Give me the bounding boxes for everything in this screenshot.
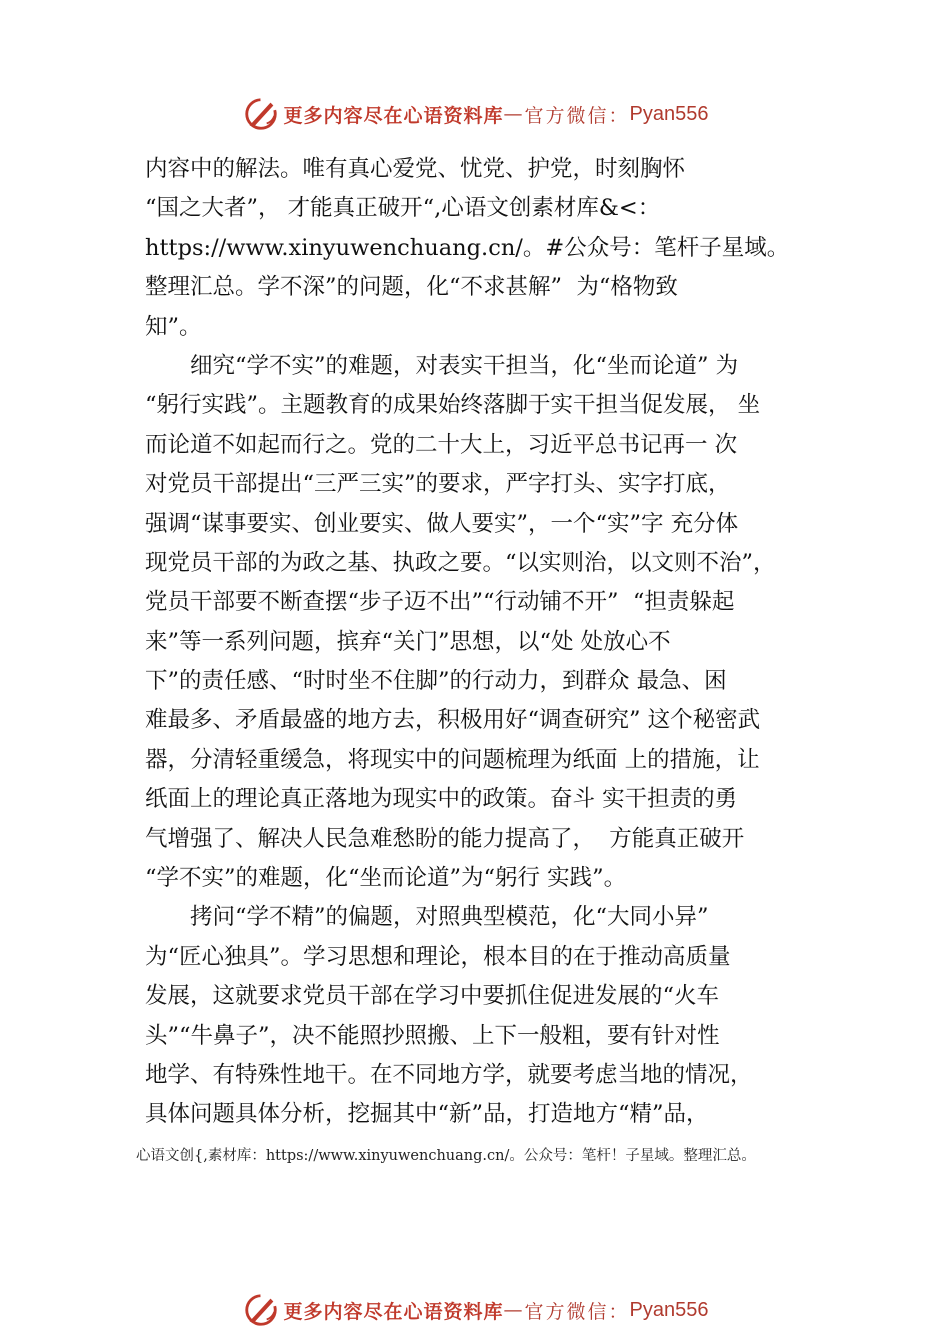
body-text-line: 党员干部要不断查摆“步子迈不出”“行动铺不开” “担责躲起 [145,589,735,616]
body-text-line: 下”的责任感、“时时坐不住脚”的行动力，到群众 最急、困 [145,668,727,695]
body-text-line: 现党员干部的为政之基、执政之要。“以实则治，以文则不治”， [145,549,776,576]
body-text-line: 具体问题具体分析，挖掘其中“新”品，打造地方“精”品， [145,1101,709,1128]
banner-wechat-id: Pyan556 [629,102,709,125]
banner-title: 更多内容尽在心语资料库 [283,104,504,127]
body-text-line: “国之大者”， 才能真正破开“,心语文创素材库&<： [145,195,661,222]
body-text-line: 来”等一系列问题，摈弃“关门”思想，以“处 处放心不 [145,628,671,655]
document-body [145,150,845,1135]
body-text-line: 强调“谋事要实、创业要实、做人要实”，一个“实”字 充分体 [145,510,739,537]
body-text-line: “躬行实践”。主题教育的成果始终落脚于实干担当促发展， 坐 [145,392,761,419]
brush-logo-icon [242,95,280,133]
body-text-line: 地学、有特殊性地干。在不同地方学，就要考虑当地的情况， [145,1061,753,1088]
body-text-line: 拷问“学不精”的偏题，对照典型模范，化“大同小异” [190,904,709,931]
body-text-line: 器，分清轻重缓急，将现实中的问题梳理为纸面 上的措施，让 [145,746,760,773]
body-text-line: 难最多、矛盾最盛的地方去，积极用好“调查研究” 这个秘密武 [145,707,761,734]
banner-dash: — [503,1299,525,1321]
banner-dash: — [503,103,525,125]
body-text-line: https://www.xinyuwenchuang.cn/。#公众号：笔杆子星域。 [145,234,790,261]
body-text-line: 而论道不如起而行之。党的二十大上，习近平总书记再一 次 [145,431,738,458]
top-banner [0,94,950,134]
body-text-line: 纸面上的理论真正落地为现实中的政策。奋斗 实干担责的勇 [145,786,738,813]
body-text-line: 内容中的解法。唯有真心爱党、忧党、护党，时刻胸怀 [145,156,686,182]
banner-wechat-label: 官方微信： [524,104,630,127]
body-text-line: 整理汇总。学不深”的问题，化“不求甚解” 为“格物致 [145,274,678,301]
banner-wechat-id: Pyan556 [629,1298,709,1321]
body-text-line: 气增强了、解决人民急难愁盼的能力提高了， 方能真正破开 [145,825,745,852]
bottom-banner [0,1290,950,1330]
body-text-line: 为“匠心独具”。学习思想和理论，根本目的在于推动高质量 [145,943,731,970]
footer-note: 心语文创{,素材库：https://www.xinyuwenchuang.cn/。公众号：笔杆！子星域。整理汇总。 [136,1148,756,1164]
body-text-line: 发展，这就要求党员干部在学习中要抓住促进发展的“火车 [145,983,720,1010]
body-text-line: 知”。 [145,313,202,340]
body-text-line: 对党员干部提出“三严三实”的要求，严字打头、实字打底， [145,471,731,498]
body-text-line: 细究“学不实”的难题，对表实干担当，化“坐而论道” 为 [190,352,739,379]
banner-wechat-label: 官方微信： [524,1300,630,1323]
banner-title: 更多内容尽在心语资料库 [283,1300,504,1323]
brush-logo-icon [242,1291,280,1329]
body-text-line: “学不实”的难题，化“坐而论道”为“躬行 实践”。 [145,865,627,892]
body-text-line: 头”“牛鼻子”，决不能照抄照搬、上下一般粗，要有针对性 [145,1022,720,1049]
